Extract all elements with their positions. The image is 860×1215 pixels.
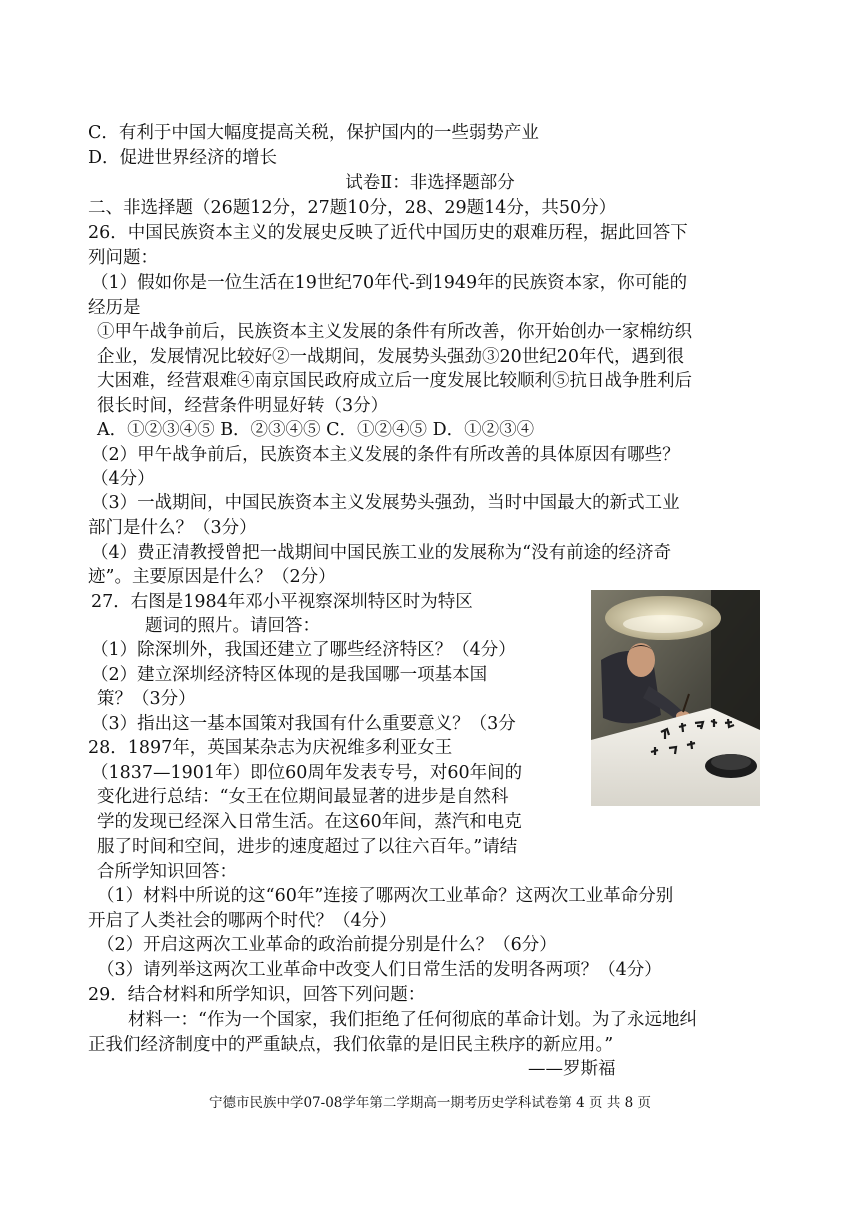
q29-stem: 29．结合材料和所学知识，回答下列问题：	[88, 985, 426, 1005]
q27-stem: 27．右图是1984年邓小平视察深圳特区时为特区	[91, 592, 473, 612]
q28-1: （1）材料中所说的这“60年”连接了哪两次工业革命？这两次工业革命分别	[97, 886, 674, 906]
option-d: D．促进世界经济的增长	[88, 148, 278, 168]
q27-2: （2）建立深圳经济特区体现的是我国哪一项基本国	[91, 665, 488, 685]
q29-material-one-cont: 正我们经济制度中的严重缺点，我们依靠的是旧民主秩序的新应用。”	[88, 1035, 614, 1055]
q27-3: （3）指出这一基本国策对我国有什么重要意义？（3分	[91, 714, 516, 734]
q26-2: （2）甲午战争前后，民族资本主义发展的条件有所改善的具体原因有哪些？	[91, 445, 680, 465]
q28-1-cont: 开启了人类社会的哪两个时代？（4分）	[88, 911, 397, 931]
q27-2-cont: 策？（3分）	[97, 689, 196, 709]
q26-1: （1）假如你是一位生活在19世纪70年代-到1949年的民族资本家，你可能的	[91, 273, 688, 293]
section-heading: 二、非选择题（26题12分，27题10分，28、29题14分，共50分）	[88, 198, 617, 218]
q26-2-cont: （4分）	[91, 469, 155, 489]
q26-4-cont: 迹”。主要原因是什么？（2分）	[88, 567, 336, 587]
q27-stem-cont: 题词的照片。请回答：	[145, 616, 320, 636]
q26-1-option-text: 企业，发展情况比较好②一战期间，发展势头强劲③20世纪20年代，遇到很	[97, 347, 685, 367]
q28-2: （2）开启这两次工业革命的政治前提分别是什么？（6分）	[97, 935, 557, 955]
inscription-photo	[591, 590, 760, 806]
q28-stem: 学的发现已经深入日常生活。在这60年间，蒸汽和电克	[97, 812, 522, 832]
q28-3: （3）请列举这两次工业革命中改变人们日常生活的发明各两项？（4分）	[97, 960, 662, 980]
q29-material-one: 材料一：“作为一个国家，我们拒绝了任何彻底的革命计划。为了永远地纠	[128, 1010, 697, 1030]
q27-1: （1）除深圳外，我国还建立了哪些经济特区？（4分）	[91, 640, 516, 660]
q26-1-option-text: 大困难，经营艰难④南京国民政府成立后一度发展比较顺利⑤抗日战争胜利后	[97, 371, 692, 391]
q26-3-cont: 部门是什么？（3分）	[88, 518, 257, 538]
q28-stem: 变化进行总结：“女王在位期间最显著的进步是自然科	[97, 787, 509, 807]
q26-1-cont: 经历是	[88, 298, 141, 318]
q26-3: （3）一战期间，中国民族资本主义发展势头强劲，当时中国最大的新式工业	[91, 493, 680, 513]
q28-stem: 服了时间和空间，进步的速度超过了以往六百年。”请结	[97, 837, 518, 857]
q26-4: （4）费正清教授曾把一战期间中国民族工业的发展称为“没有前途的经济奇	[91, 543, 672, 563]
q28-stem: 28．1897年，英国某杂志为庆祝维多利亚女王	[88, 738, 453, 758]
option-c: C．有利于中国大幅度提高关税，保护国内的一些弱势产业	[88, 123, 539, 143]
q28-stem: （1837—1901年）即位60周年发表专号，对60年间的	[91, 763, 523, 783]
q26-stem-cont: 列问题：	[88, 248, 158, 268]
section-title: 试卷Ⅱ：非选择题部分	[345, 173, 515, 193]
q29-material-attribution: ——罗斯福	[528, 1059, 616, 1079]
page-footer: 宁德市民族中学07-08学年第二学期高一期考历史学科试卷第 4 页 共 8 页	[208, 1095, 652, 1111]
q26-1-option-text: 很长时间，经营条件明显好转（3分）	[97, 396, 389, 416]
q26-stem: 26．中国民族资本主义的发展史反映了近代中国历史的艰难历程，据此回答下	[88, 223, 688, 243]
q28-stem: 合所学知识回答：	[97, 862, 237, 882]
q26-1-choices: A．①②③④⑤ B．②③④⑤ C．①②④⑤ D．①②③④	[97, 420, 535, 440]
q26-1-option-text: ①甲午战争前后，民族资本主义发展的条件有所改善，你开始创办一家棉纺织	[97, 322, 692, 342]
